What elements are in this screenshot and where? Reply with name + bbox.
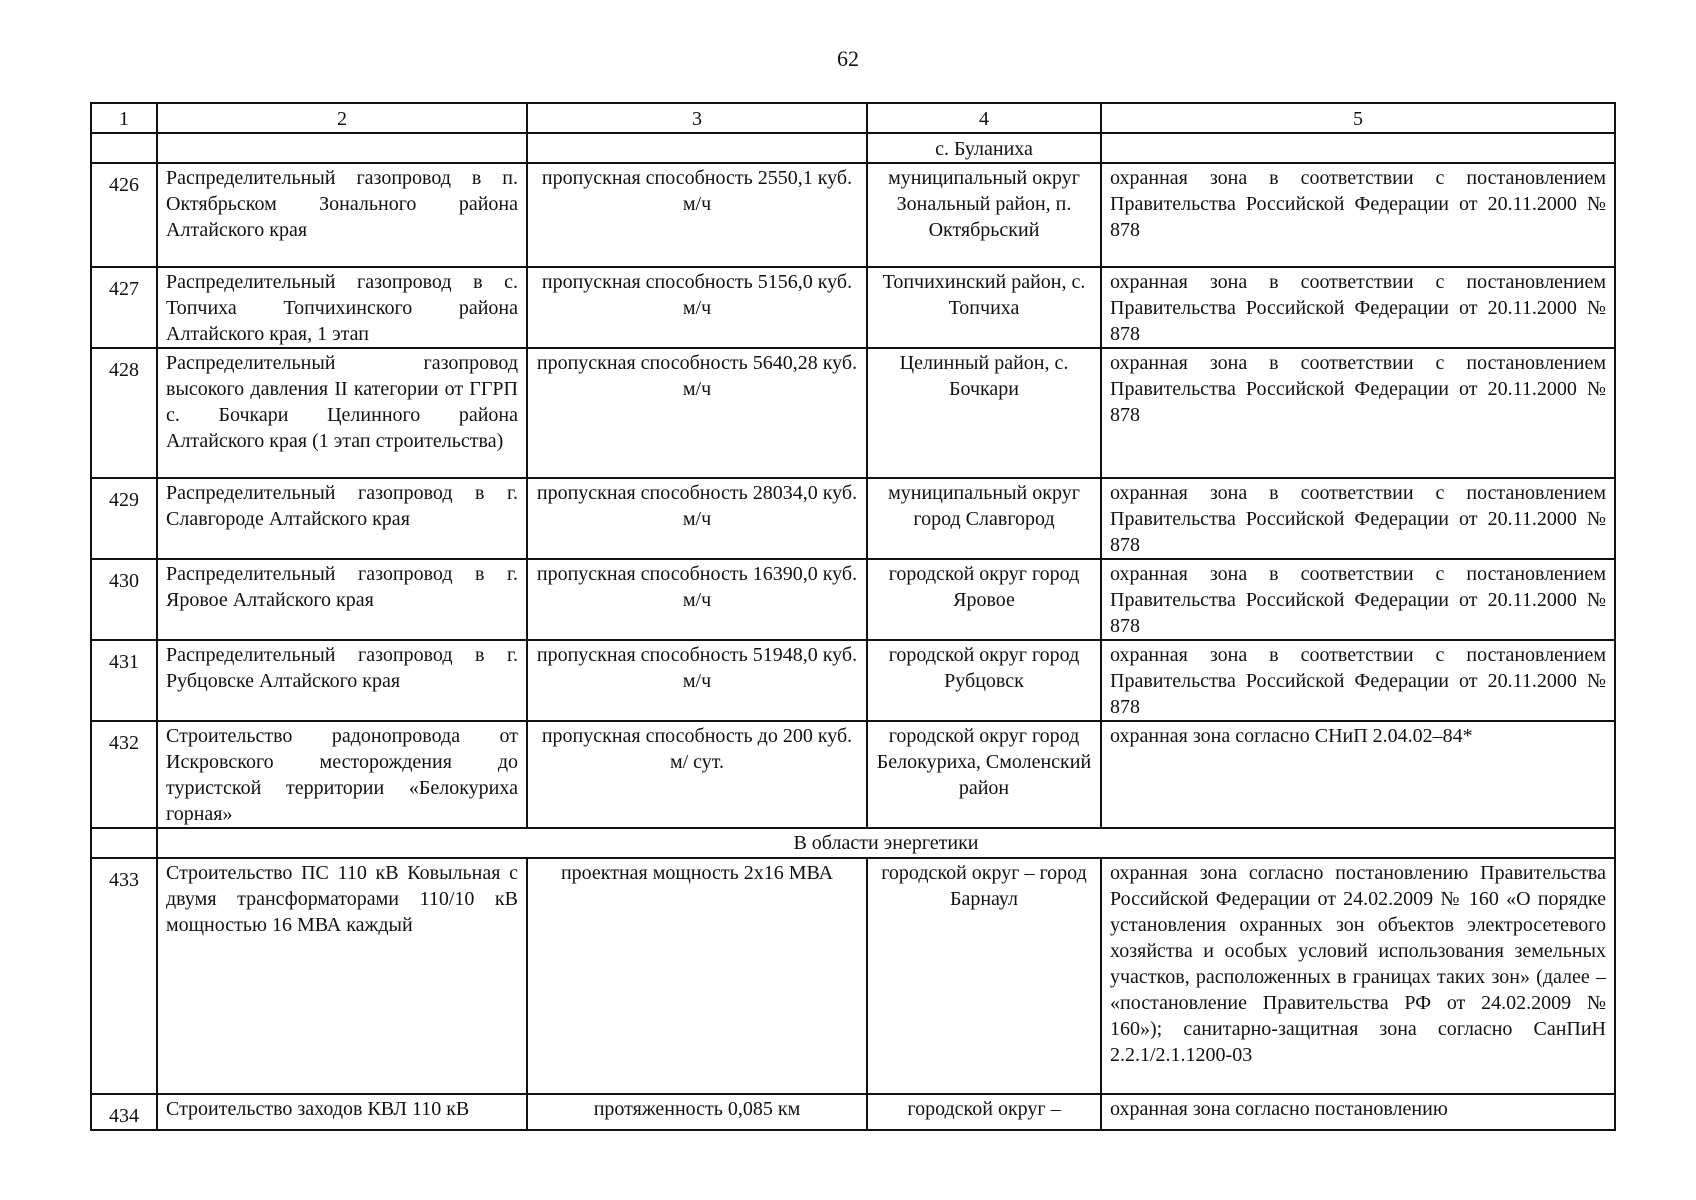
- row-number: 430: [91, 559, 157, 640]
- object-zone: охранная зона в соответствии с постановлением Правительства Российской Федерации от 20.11.2000 № 878: [1101, 478, 1615, 559]
- object-capacity: пропускная способность 5640,28 куб. м/ч: [527, 348, 867, 478]
- table-row: [91, 640, 1615, 721]
- section-row: [91, 828, 1615, 858]
- objects-table: [90, 102, 1616, 1131]
- object-capacity: пропускная способность 16390,0 куб. м/ч: [527, 559, 867, 640]
- header-col-5: 5: [1101, 103, 1615, 133]
- object-capacity: пропускная способность 2550,1 куб. м/ч: [527, 163, 867, 267]
- object-zone: охранная зона согласно постановлению: [1101, 1094, 1615, 1130]
- row-number: 428: [91, 348, 157, 478]
- row-number: 429: [91, 478, 157, 559]
- table-row: [91, 267, 1615, 348]
- object-zone: охранная зона в соответствии с постановлением Правительства Российской Федерации от 20.11.2000 № 878: [1101, 267, 1615, 348]
- object-location: городской округ город Белокуриха, Смоленский район: [867, 721, 1101, 828]
- table-row: [91, 348, 1615, 478]
- object-name: Распределительный газопровод в с. Топчиха Топчихинского района Алтайского края, 1 этап: [157, 267, 527, 348]
- object-name: Распределительный газопровод в г. Рубцовске Алтайского края: [157, 640, 527, 721]
- table-row: [91, 478, 1615, 559]
- object-location: Топчихинский район, с. Топчиха: [867, 267, 1101, 348]
- header-col-3: 3: [527, 103, 867, 133]
- table-row: [91, 721, 1615, 828]
- table-row: [91, 163, 1615, 267]
- row-number: 431: [91, 640, 157, 721]
- object-capacity: пропускная способность до 200 куб. м/ сут.: [527, 721, 867, 828]
- object-zone: охранная зона согласно СНиП 2.04.02–84*: [1101, 721, 1615, 828]
- header-col-4: 4: [867, 103, 1101, 133]
- object-location: муниципальный округ Зональный район, п. Октябрьский: [867, 163, 1101, 267]
- object-capacity: пропускная способность 51948,0 куб. м/ч: [527, 640, 867, 721]
- object-name: Распределительный газопровод в г. Славгороде Алтайского края: [157, 478, 527, 559]
- object-location: городской округ – город Барнаул: [867, 858, 1101, 1094]
- object-name: Распределительный газопровод в п. Октябрьском Зонального района Алтайского края: [157, 163, 527, 267]
- row-number: 433: [91, 858, 157, 1094]
- row-number: 427: [91, 267, 157, 348]
- object-location: муниципальный округ город Славгород: [867, 478, 1101, 559]
- object-location: городской округ –: [867, 1094, 1101, 1130]
- table-row: [91, 858, 1615, 1094]
- object-name: Строительство заходов КВЛ 110 кВ: [157, 1094, 527, 1130]
- object-capacity: пропускная способность 28034,0 куб. м/ч: [527, 478, 867, 559]
- object-zone: охранная зона в соответствии с постановлением Правительства Российской Федерации от 20.11.2000 № 878: [1101, 163, 1615, 267]
- table-row: [91, 1094, 1615, 1130]
- object-capacity: протяженность 0,085 км: [527, 1094, 867, 1130]
- object-location: Целинный район, с. Бочкари: [867, 348, 1101, 478]
- row-number: 426: [91, 163, 157, 267]
- object-location: городской округ город Яровое: [867, 559, 1101, 640]
- object-location: городской округ город Рубцовск: [867, 640, 1101, 721]
- header-col-2: 2: [157, 103, 527, 133]
- continuation-location: с. Буланиха: [867, 133, 1101, 163]
- row-number: 432: [91, 721, 157, 828]
- object-capacity: проектная мощность 2x16 МВА: [527, 858, 867, 1094]
- object-zone: охранная зона в соответствии с постановлением Правительства Российской Федерации от 20.11.2000 № 878: [1101, 559, 1615, 640]
- object-name: Распределительный газопровод в г. Яровое Алтайского края: [157, 559, 527, 640]
- object-name: Строительство радонопровода от Искровского месторождения до туристской территории «Белокуриха горная»: [157, 721, 527, 828]
- header-col-1: 1: [91, 103, 157, 133]
- object-zone: охранная зона в соответствии с постановлением Правительства Российской Федерации от 20.11.2000 № 878: [1101, 348, 1615, 478]
- section-title: В области энергетики: [157, 828, 1615, 858]
- object-zone: охранная зона в соответствии с постановлением Правительства Российской Федерации от 20.11.2000 № 878: [1101, 640, 1615, 721]
- table-row: [91, 559, 1615, 640]
- object-capacity: пропускная способность 5156,0 куб. м/ч: [527, 267, 867, 348]
- object-name: Строительство ПС 110 кВ Ковыльная с двумя трансформаторами 110/10 кВ мощностью 16 МВА каждый: [157, 858, 527, 1094]
- object-name: Распределительный газопровод высокого давления II категории от ГГРП с. Бочкари Целинного района Алтайского края (1 этап строительства): [157, 348, 527, 478]
- page-number: 62: [837, 46, 859, 71]
- row-number: 434: [91, 1094, 157, 1130]
- table-header-row: [91, 103, 1615, 133]
- continuation-row: [91, 133, 1615, 163]
- object-zone: охранная зона согласно постановлению Правительства Российской Федерации от 24.02.2009 № 160 «О порядке установления охранных зон объектов электросетевого хозяйства и особых условий использования земельных участков, расположенных в границах таких зон» (далее – «постановление Правительства РФ от 24.02.2009 № 160»); санитарно-защитная зона согласно СанПиН 2.2.1/2.1.1200-03: [1101, 858, 1615, 1094]
